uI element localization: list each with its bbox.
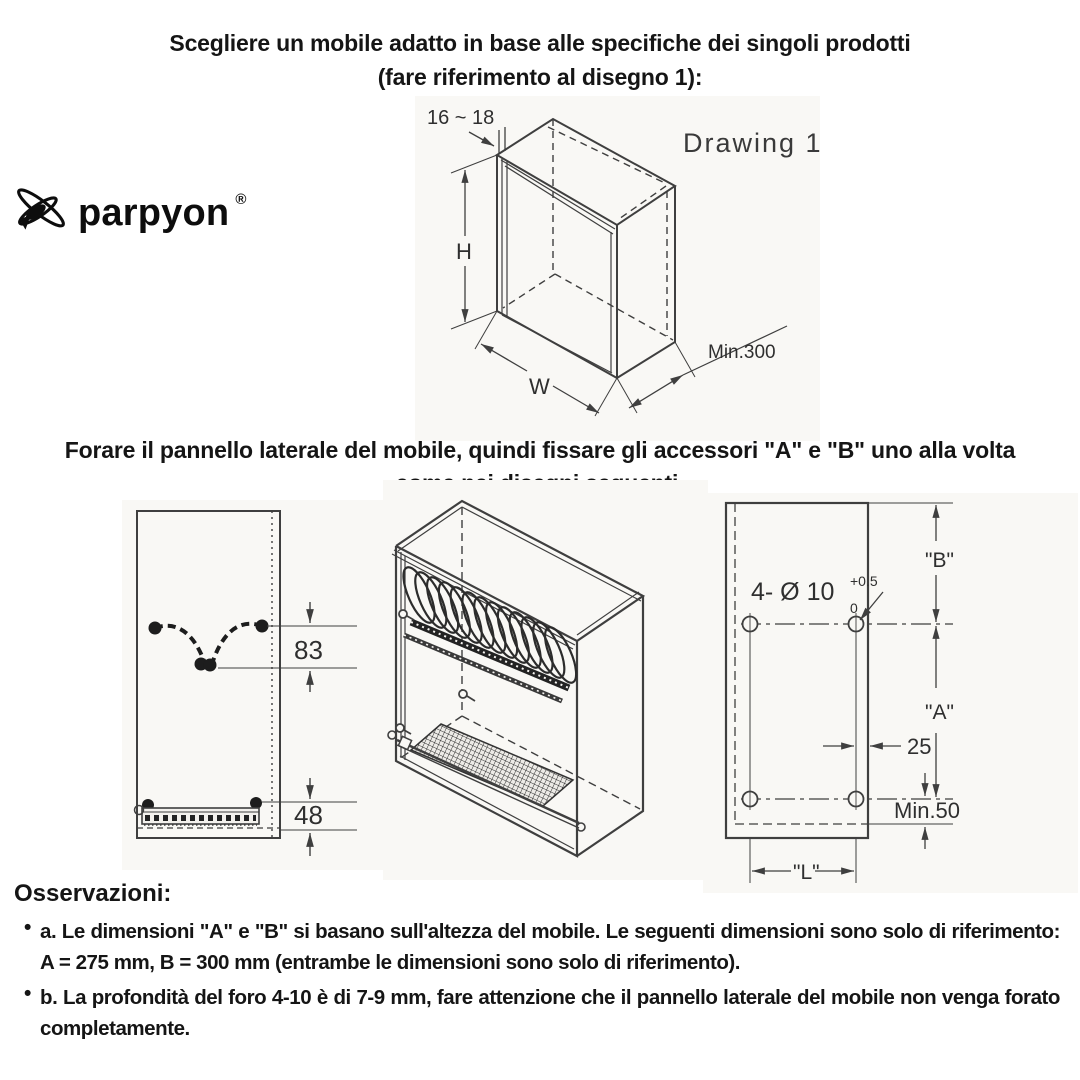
dim-height-label: H <box>456 239 472 264</box>
swallow-bird-icon <box>10 180 72 247</box>
bullet-icon: • <box>24 982 32 1005</box>
drill-instruction-line1: Forare il pannello laterale del mobile, quindi fissare gli accessori "A" e "B" uno alla volta <box>64 437 1016 463</box>
observations-title: Osservazioni: <box>14 880 172 907</box>
holes-spec-label: 4- Ø 10 <box>751 578 835 606</box>
holes-spec-tolerance-lower: 0 <box>850 600 858 616</box>
observation-item-a <box>14 916 1060 978</box>
bullet-icon: • <box>24 916 32 939</box>
observations-section <box>14 880 1060 1048</box>
registered-trademark-symbol: ® <box>235 191 247 208</box>
observation-item-b <box>14 982 1060 1044</box>
dim-depth-label: Min.300 <box>708 342 776 363</box>
dim-25-label: 25 <box>907 734 932 759</box>
dim-a-label: "A" <box>925 701 954 724</box>
dim-83-label: 83 <box>294 635 323 665</box>
observation-item-a-text: a. Le dimensioni "A" e "B" si basano sull'altezza del mobile. Le seguenti dimensioni sono solo di riferimento: A = 275 mm, B = 300 mm (entrambe le dimensioni sono solo di riferimento). <box>40 920 1060 974</box>
dish-rack-upper-tier <box>397 563 582 701</box>
brand-name: parpyon <box>78 192 230 234</box>
dim-48-label: 48 <box>294 800 323 830</box>
drawing1-cabinet-diagram <box>415 96 820 441</box>
side-panel-accessory-positions-diagram <box>122 500 392 870</box>
page-title-line2: (fare riferimento al disegno 1): <box>377 64 703 90</box>
brand-logo <box>10 180 246 247</box>
page-title <box>0 26 1080 94</box>
dim-min50-label: Min.50 <box>894 798 961 823</box>
dish-rack-lower-tier <box>388 690 585 831</box>
observation-item-b-text: b. La profondità del foro 4-10 è di 7-9 mm, fare attenzione che il pannello laterale del mobile non venga forato completamente. <box>40 986 1060 1040</box>
dim-l-label: "L" <box>793 861 820 884</box>
dim-thickness-label: 16 ~ 18 <box>427 107 495 129</box>
drawing1-title: Drawing 1 <box>683 128 820 158</box>
drill-template-diagram <box>703 493 1078 893</box>
dim-width-label: W <box>529 374 550 399</box>
drill-holes <box>743 613 864 810</box>
page-title-line1: Scegliere un mobile adatto in base alle specifiche dei singoli prodotti <box>169 30 911 56</box>
cabinet-with-dish-rack-diagram <box>383 480 708 880</box>
holes-spec-tolerance-upper: +0.5 <box>850 573 878 589</box>
dim-b-label: "B" <box>925 549 954 572</box>
